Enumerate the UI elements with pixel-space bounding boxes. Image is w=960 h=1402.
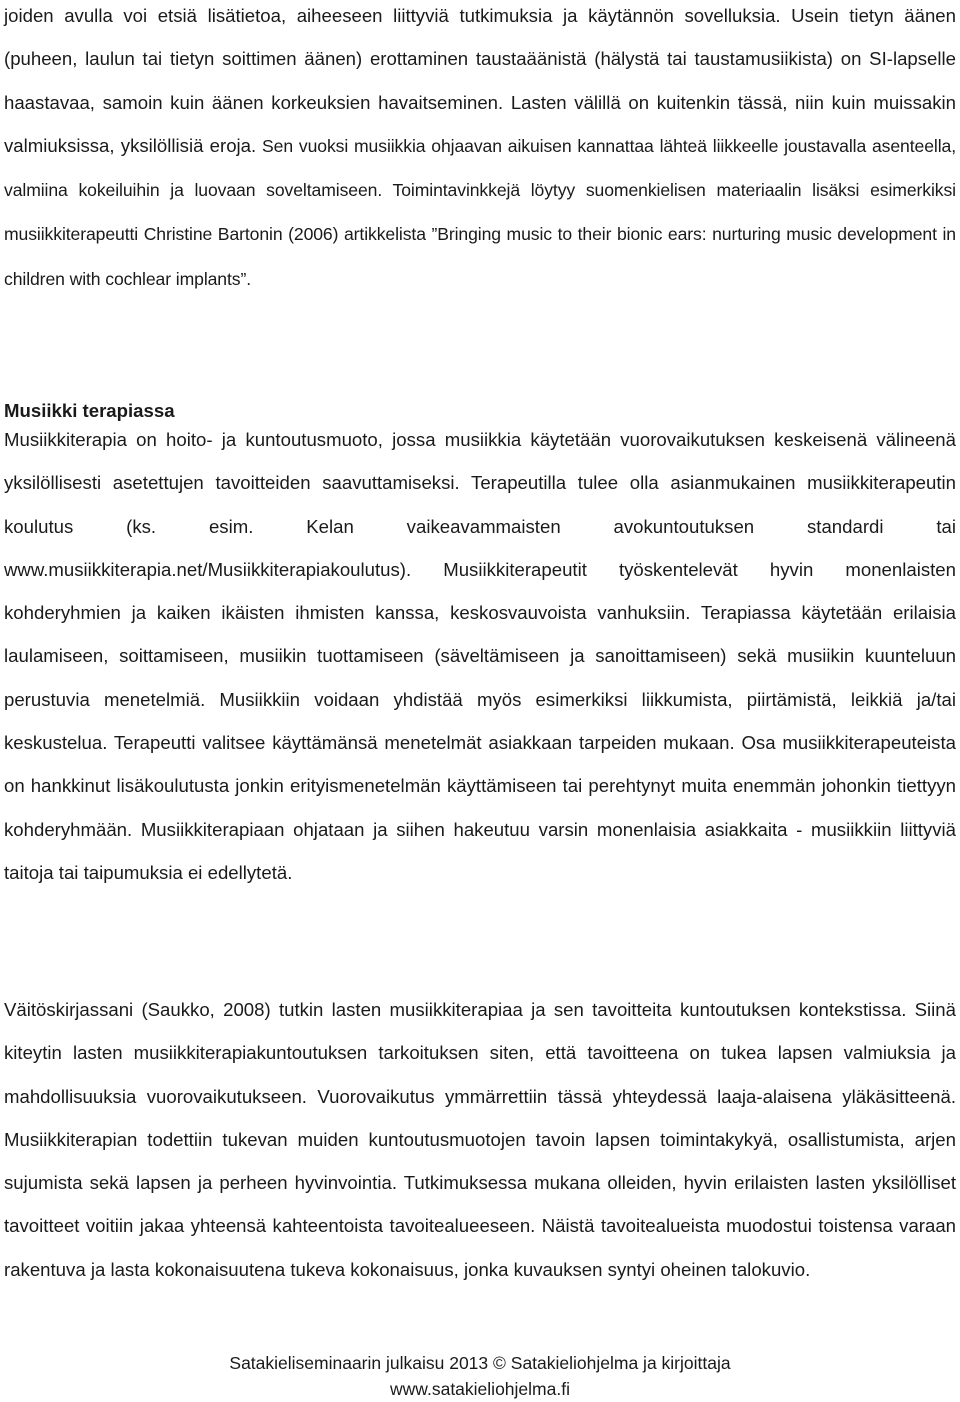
section-heading: Musiikki terapiassa [4,400,175,421]
footer-website: www.satakieliohjelma.fi [390,1379,570,1399]
paragraph-intro-part-b: Sen vuoksi musiikkia ohjaavan aikuisen kannattaa lähteä liikkeelle joustavalla asenteella, valmiina kokeiluihin ja luovaan soveltamiseen. Toimintavinkkejä löytyy suomenkielisen materiaalin lisäksi esimerkiksi musiikkiterapeutti Christine Bartonin (2006) artikkelista ”Bringing music to their bionic ears: nurturing music development in children with cochlear implants”. [4,135,956,289]
footer-publication: Satakieliseminaarin julkaisu 2013 © Satakieliohjelma ja kirjoittaja [229,1353,731,1373]
paragraph-music-therapy: Musiikkiterapia on hoito- ja kuntoutusmuoto, jossa musiikkia käytetään vuorovaikutuksen keskeisenä välineenä yksilöllisesti asetettujen tavoitteiden saavuttamiseksi. Terapeutilla tulee olla asianmukainen musiikkiterapeutin koulutus (ks. esim. Kelan vaikeavammaisten avokuntoutuksen standardi tai www.musiikkiterapia.net/Musiikkiterapiakoulutus). Musiikkiterapeutit työskentelevät hyvin monenlaisten kohderyhmien ja kaiken ikäisten ihmisten kanssa, keskosvauvoista vanhuksiin. Terapiassa käytetään erilaisia laulamiseen, soittamiseen, musiikin tuottamiseen (säveltämiseen ja sanoittamiseen) sekä musiikin kuunteluun perustuvia menetelmiä. Musiikkiin voidaan yhdistää myös esimerkiksi liikkumista, piirtämistä, leikkiä ja/tai keskustelua. Terapeutti valitsee käyttämänsä menetelmät asiakkaan tarpeiden mukaan. Osa musiikkiterapeuteista on hankkinut lisäkoulutusta jonkin erityismenetelmän käyttämiseen tai perehtynyt muita enemmän johonkin tiettyyn kohderyhmään. Musiikkiterapiaan ohjataan ja siihen hakeutuu varsin monenlaisia asiakkaita - musiikkiin liittyviä taitoja tai taipumuksia ei edellytetä. [4,429,956,883]
paragraph-dissertation: Väitöskirjassani (Saukko, 2008) tutkin lasten musiikkiterapiaa ja sen tavoitteita kuntoutuksen kontekstissa. Siinä kiteytin lasten musiikkiterapiakuntoutuksen tarkoituksen siten, että tavoitteena on tukea lapsen valmiuksia ja mahdollisuuksia vuorovaikutukseen. Vuorovaikutus ymmärrettiin tässä yhteydessä laaja-alaisena yläkäsitteenä. Musiikkiterapian todettiin tukevan muiden kuntoutusmuotojen tavoin lapsen toimintakykyä, osallistumista, arjen sujumista sekä lapsen ja perheen hyvinvointia. Tutkimuksessa mukana olleiden, hyvin erilaisten lasten yksilölliset tavoitteet voitiin jakaa yhteensä kahteentoista tavoitealueeseen. Näistä tavoitealueista muodostui toistensa varaan rakentuva ja lasta kokonaisuutena tukeva kokonaisuus, jonka kuvauksen syntyi oheinen talokuvio. [4,999,956,1280]
paragraph-intro-part-a: joiden avulla voi etsiä lisätietoa, aiheeseen liittyviä tutkimuksia ja käytännön sovelluksia. Usein tietyn äänen (puheen, laulun tai tietyn soittimen äänen) erottaminen taustaäänistä (hälystä tai taustamusiikista) on SI-lapselle haastavaa, samoin kuin äänen korkeuksien havaitseminen. Lasten välillä on kuitenkin tässä, niin kuin muissakin valmiuksissa, yksilöllisiä eroja. [4,5,956,156]
paragraph-intro [4,0,956,301]
